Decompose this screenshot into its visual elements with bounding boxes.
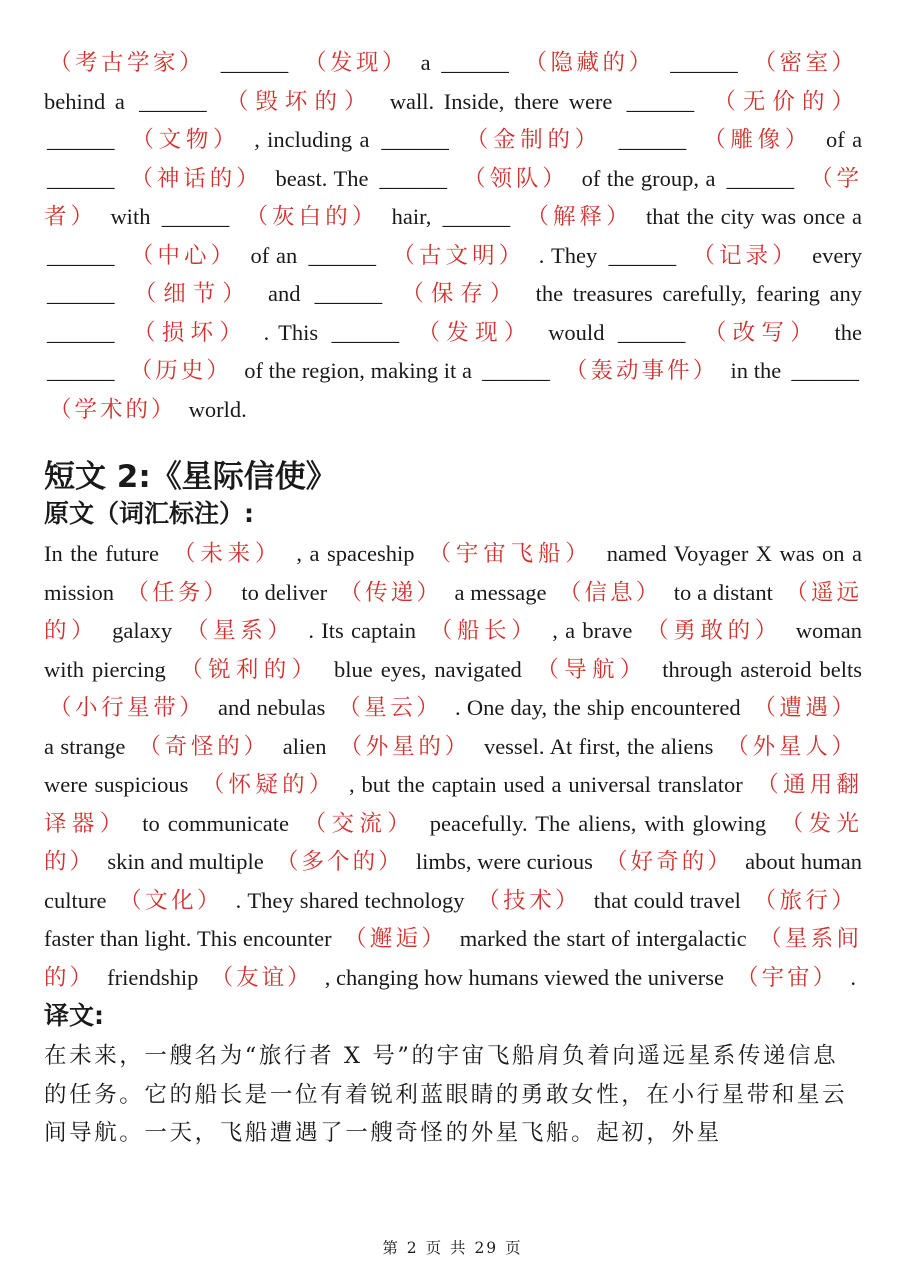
english-text: world. (188, 396, 247, 422)
english-text: the (834, 319, 862, 345)
english-text: marked the start of intergalactic (459, 926, 747, 951)
chinese-gloss: （旅行） (753, 887, 857, 914)
english-text: wall. Inside, there were (389, 88, 613, 114)
english-text: in the (730, 358, 782, 383)
chinese-gloss: （改写） (703, 319, 820, 346)
chinese-gloss: （神话的） (130, 165, 263, 192)
english-text: would (548, 319, 605, 345)
chinese-gloss: （导航） (536, 656, 648, 683)
english-text: of a (825, 127, 863, 152)
fill-in-blank: ______ (442, 204, 511, 229)
english-text: peacefully. The aliens, with glowing (429, 810, 767, 836)
fill-in-blank: ______ (47, 127, 115, 152)
english-text: . They (538, 242, 598, 268)
english-text: vessel. At first, the aliens (483, 733, 714, 759)
english-text: of the group, a (581, 165, 716, 191)
chinese-gloss: （多个的） (275, 849, 404, 875)
fill-in-blank: ______ (441, 50, 509, 75)
chinese-gloss: （密室） (753, 50, 857, 76)
english-text: . (850, 964, 856, 990)
english-text: woman with piercing (44, 618, 862, 682)
page-footer: 第 2 页 共 29 页 (382, 1239, 523, 1257)
chinese-gloss: （星云） (338, 695, 443, 721)
original-heading: 原文（词汇标注）: (44, 499, 254, 528)
english-text: . One day, the ship encountered (455, 695, 741, 720)
fill-in-blank: ______ (617, 319, 686, 345)
english-text: , changing how humans viewed the universe (324, 964, 725, 990)
passage2-paragraph (44, 535, 862, 997)
chinese-gloss: （隐藏的） (524, 50, 655, 76)
english-text: . Its captain (308, 618, 416, 643)
chinese-gloss: （发光的） (44, 810, 862, 875)
english-text: galaxy (112, 618, 173, 643)
english-text: , a brave (552, 618, 633, 643)
english-text: . This (263, 319, 319, 345)
english-text: alien (282, 733, 327, 759)
passage2-title: 短文 2:《星际信使》 (44, 459, 337, 495)
fill-in-blank: ______ (47, 242, 115, 268)
chinese-gloss: （文物） (131, 127, 241, 153)
chinese-gloss: （领队） (463, 165, 569, 192)
chinese-gloss: （学者） (44, 165, 863, 230)
fill-in-blank: ______ (314, 281, 383, 306)
chinese-gloss: （未来） (172, 541, 283, 567)
chinese-gloss: （外星的） (339, 733, 471, 760)
fill-in-blank: ______ (626, 88, 695, 114)
fill-in-blank: ______ (331, 319, 400, 345)
fill-in-blank: ______ (220, 50, 289, 75)
chinese-gloss: （损坏） (132, 319, 249, 346)
fill-in-blank: ______ (47, 281, 115, 306)
chinese-gloss: （勇敢的） (646, 618, 782, 644)
english-text: skin and multiple (107, 849, 264, 874)
english-text: named Voyager X was on a mission (44, 541, 862, 605)
translation-paragraph: 在未来，一艘名为“旅行者 X 号”的宇宙飞船肩负着向遥远星系传递信息的任务。它的船长是一位有着锐利蓝眼睛的勇敢女性，在小行星带和星云间导航。一天，飞船遭遇了一艘奇怪的外星飞船。起初，外星 (44, 1043, 848, 1146)
chinese-gloss: （信息） (558, 579, 662, 606)
english-text: a message (454, 579, 547, 605)
english-text: a strange (44, 733, 126, 759)
fill-in-blank: ______ (47, 319, 115, 345)
english-text: that the city was once a (646, 204, 862, 229)
english-text: and (267, 281, 301, 306)
chinese-gloss: （历史） (129, 358, 232, 384)
english-text: , including a (254, 127, 370, 152)
fill-in-blank: ______ (670, 50, 738, 75)
english-text: the treasures carefully, fearing any (535, 281, 863, 306)
passage1-paragraph (44, 44, 862, 429)
english-text: hair, (391, 204, 432, 229)
chinese-gloss: （宇宙飞船） (428, 541, 593, 567)
chinese-gloss: （外星人） (726, 733, 857, 760)
chinese-gloss: （小行星带） (49, 695, 206, 721)
fill-in-blank: ______ (726, 165, 795, 191)
english-text: friendship (107, 964, 199, 990)
chinese-gloss: （技术） (477, 887, 582, 914)
chinese-gloss: （友谊） (210, 964, 313, 991)
chinese-gloss: （星系） (185, 618, 295, 644)
english-text: and nebulas (218, 695, 326, 720)
chinese-gloss: （发现） (417, 319, 533, 346)
chinese-gloss: （轰动事件） (564, 358, 719, 384)
fill-in-blank: ______ (308, 242, 377, 268)
fill-in-blank: ______ (47, 358, 115, 383)
english-text: beast. The (275, 165, 369, 191)
chinese-gloss: （毁坏的） (225, 88, 374, 115)
chinese-gloss: （传递） (339, 579, 443, 606)
english-text: , a spaceship (296, 541, 415, 566)
english-text: with (110, 204, 151, 229)
english-text: of an (250, 242, 298, 268)
fill-in-blank: ______ (47, 165, 115, 191)
fill-in-blank: ______ (381, 127, 449, 152)
chinese-gloss: （中心） (130, 242, 238, 269)
english-text: limbs, were curious (415, 849, 593, 874)
fill-in-blank: ______ (161, 204, 230, 229)
fill-in-blank: ______ (379, 165, 448, 191)
english-text: every (812, 242, 863, 268)
chinese-gloss: （金制的） (465, 127, 602, 153)
english-text: through asteroid belts (662, 656, 862, 682)
chinese-gloss: （邂逅） (344, 926, 448, 952)
english-text: In the future (44, 541, 159, 566)
fill-in-blank: ______ (608, 242, 677, 268)
chinese-gloss: （文化） (119, 887, 224, 914)
english-text: to communicate (142, 810, 289, 836)
english-text: a (420, 50, 431, 75)
english-text: , but the captain used a universal translator (349, 772, 743, 797)
chinese-gloss: （怀疑的） (201, 772, 336, 798)
english-text: behind a (44, 88, 125, 114)
english-text: blue eyes, navigated (334, 656, 522, 682)
chinese-gloss: （奇怪的） (138, 733, 270, 760)
english-text: of the region, making it a (244, 358, 472, 383)
chinese-gloss: （宇宙） (736, 964, 839, 991)
chinese-gloss: （交流） (303, 810, 416, 837)
chinese-gloss: （记录） (692, 242, 799, 269)
chinese-gloss: （星系间的） (44, 926, 862, 991)
chinese-gloss: （学术的） (49, 396, 177, 423)
document-page (44, 44, 862, 1153)
chinese-gloss: （船长） (429, 618, 539, 644)
chinese-gloss: （解释） (526, 204, 633, 230)
fill-in-blank: ______ (791, 358, 859, 383)
chinese-gloss: （通用翻译器） (44, 772, 862, 837)
chinese-gloss: （好奇的） (605, 849, 733, 875)
fill-in-blank: ______ (139, 88, 207, 114)
english-text: faster than light. This encounter (44, 926, 332, 951)
chinese-gloss: （古文明） (392, 242, 526, 269)
english-text: to a distant (673, 579, 773, 605)
translation-heading: 译文: (44, 1001, 104, 1030)
english-text: were suspicious (44, 772, 189, 797)
chinese-gloss: （雕像） (703, 127, 813, 153)
english-text: that could travel (593, 887, 741, 913)
fill-in-blank: ______ (618, 127, 687, 152)
english-text: . They shared technology (235, 887, 465, 913)
chinese-gloss: （遭遇） (753, 695, 857, 721)
english-text: about human culture (44, 849, 862, 913)
chinese-gloss: （锐利的） (180, 656, 320, 683)
english-text: to deliver (241, 579, 328, 605)
chinese-gloss: （灰白的） (245, 204, 379, 230)
chinese-gloss: （保存） (401, 281, 520, 307)
fill-in-blank: ______ (482, 358, 550, 383)
chinese-gloss: （任务） (126, 579, 230, 606)
chinese-gloss: （细节） (133, 281, 252, 307)
chinese-gloss: （无价的） (713, 88, 858, 115)
chinese-gloss: （遥远的） (44, 579, 863, 644)
chinese-gloss: （考古学家） (49, 50, 206, 76)
chinese-gloss: （发现） (303, 50, 408, 76)
